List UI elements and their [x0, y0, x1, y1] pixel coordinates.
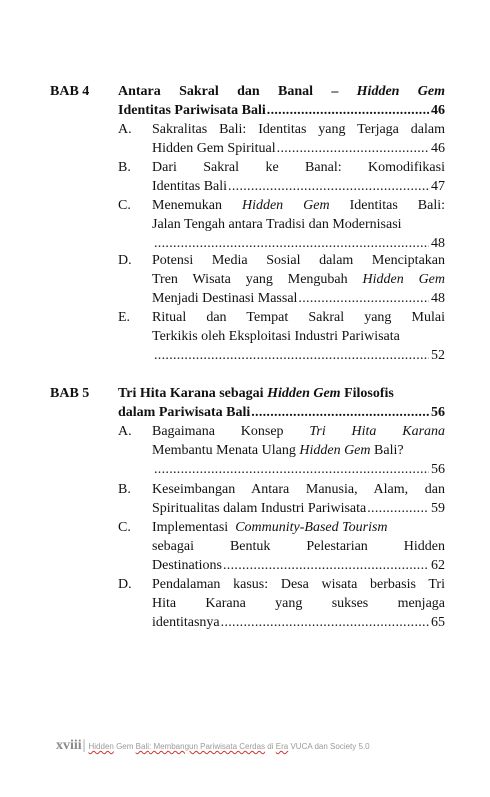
- entry-text: Spiritualitas dalam Industri Pariwisata: [152, 501, 367, 516]
- page-number: 52: [431, 348, 445, 363]
- entry-text: Bagaimana Konsep: [152, 424, 284, 439]
- chapter-title-italic: Hidden Gem: [267, 386, 341, 401]
- chapter-title[interactable]: [118, 384, 445, 422]
- entry-text-italic: Community-Based Tourism: [235, 520, 388, 535]
- chapter-title-text: Identitas Pariwisata Bali: [118, 103, 266, 118]
- footer-text: Era: [275, 742, 289, 751]
- entry-line: [152, 460, 445, 479]
- chapter-number: BAB 4: [50, 84, 90, 99]
- entry-letter: B.: [118, 482, 131, 497]
- dot-leader: [223, 556, 429, 575]
- footer-text: Bali: [135, 742, 149, 751]
- dot-leader: [154, 346, 429, 365]
- entry-line: [152, 613, 445, 632]
- entry-letter: A.: [118, 122, 132, 137]
- entry-line: Jalan Tengah antara Tradisi dan Modernisasi: [152, 217, 402, 232]
- dot-leader: [154, 460, 429, 479]
- chapter-title-line: [118, 403, 445, 422]
- entry-line: [152, 196, 445, 215]
- footer-text: Gem: [116, 742, 134, 751]
- entry-line: [152, 177, 445, 196]
- entry-line: [152, 518, 445, 537]
- chapter-title-italic: Hidden Gem: [356, 84, 445, 99]
- page-number: 48: [431, 291, 445, 306]
- page-number: 47: [431, 179, 445, 194]
- entry-line: Dari Sakral ke Banal: Komodifikasi: [152, 160, 445, 175]
- chapter-title-text: Tri Hita Karana sebagai: [118, 386, 264, 401]
- entry-text: Tren Wisata yang Mengubah: [152, 272, 348, 287]
- entry-text: Identitas Bali:: [349, 198, 446, 213]
- chapter-title-text: dalam Pariwisata Bali: [118, 405, 251, 420]
- footer-page-number: xviii: [56, 738, 82, 753]
- entry-letter: D.: [118, 577, 132, 592]
- page-number: 65: [431, 615, 445, 630]
- page-number: 59: [431, 501, 445, 516]
- toc-entry[interactable]: [118, 480, 445, 518]
- entry-text-italic: Hidden Gem: [299, 443, 371, 458]
- entry-letter: B.: [118, 160, 131, 175]
- entry-text: Implementasi: [152, 520, 229, 535]
- toc-entry[interactable]: [118, 120, 445, 158]
- toc-entry[interactable]: [118, 575, 445, 632]
- dot-leader: [228, 177, 429, 196]
- entry-text: Destinations: [152, 558, 222, 573]
- dot-leader: [267, 101, 429, 120]
- entry-line: sebagai Bentuk Pelestarian Hidden: [152, 539, 445, 554]
- entry-text: Menemukan: [152, 198, 222, 213]
- page-footer: [56, 738, 370, 754]
- entry-line: Hita Karana yang sukses menjaga: [152, 596, 445, 611]
- entry-text: Bali?: [374, 443, 404, 458]
- toc-entry[interactable]: [118, 518, 445, 575]
- toc-entry[interactable]: [118, 251, 445, 308]
- page-number: 48: [431, 236, 445, 251]
- page-number: 46: [431, 141, 445, 156]
- chapter-title-text: Filosofis: [344, 386, 394, 401]
- entry-line: Pendalaman kasus: Desa wisata berbasis Tri: [152, 577, 445, 592]
- chapter-title-line: [118, 101, 445, 120]
- entry-text: identitasnya: [152, 615, 220, 630]
- entry-text-italic: Tri Hita Karana: [309, 424, 446, 439]
- chapter-number: BAB 5: [50, 386, 90, 401]
- entry-text-italic: Hidden Gem: [241, 198, 330, 213]
- toc-entry[interactable]: [118, 308, 445, 365]
- entry-line: Ritual dan Tempat Sakral yang Mulai: [152, 310, 445, 325]
- entry-line: [152, 499, 445, 518]
- footer-text: di: [267, 742, 274, 751]
- page-number: 56: [431, 462, 445, 477]
- entry-line: Keseimbangan Antara Manusia, Alam, dan: [152, 482, 445, 497]
- entry-line: [152, 441, 445, 460]
- entry-text: Identitas Bali: [152, 179, 228, 194]
- toc-entry[interactable]: [118, 196, 445, 253]
- entry-line: [152, 139, 445, 158]
- entry-letter: A.: [118, 424, 132, 439]
- entry-line: [152, 346, 445, 365]
- dot-leader: [298, 289, 429, 308]
- entry-line: Sakralitas Bali: Identitas yang Terjaga dalam: [152, 122, 445, 137]
- entry-line: Terkikis oleh Eksploitasi Industri Pariwisata: [152, 329, 400, 344]
- footer-text: VUCA dan Society 5.0: [290, 742, 370, 751]
- entry-text: Hidden Gem Spiritual: [152, 141, 276, 156]
- entry-text-italic: Hidden Gem: [362, 272, 445, 287]
- chapter-title-text: Antara Sakral dan Banal –: [118, 84, 339, 99]
- footer-separator: |: [82, 738, 86, 753]
- entry-letter: C.: [118, 198, 131, 213]
- entry-letter: E.: [118, 310, 131, 325]
- footer-text: Hidden: [88, 742, 114, 751]
- dot-leader: [277, 139, 429, 158]
- entry-line: [152, 270, 445, 289]
- chapter-title-line: [118, 82, 445, 101]
- entry-text: Menjadi Destinasi Massal: [152, 291, 298, 306]
- footer-text: : Membangun Pariwisata Cerdas: [149, 742, 266, 751]
- toc-entry[interactable]: [118, 422, 445, 479]
- page-number: 46: [431, 103, 445, 118]
- entry-line: [152, 289, 445, 308]
- entry-text: Membantu Menata Ulang: [152, 443, 296, 458]
- entry-line: [152, 556, 445, 575]
- entry-line: [152, 422, 445, 441]
- dot-leader: [367, 499, 429, 518]
- entry-line: Potensi Media Sosial dalam Menciptakan: [152, 253, 445, 268]
- chapter-title[interactable]: [118, 82, 445, 120]
- dot-leader: [251, 403, 429, 422]
- page-number: 62: [431, 558, 445, 573]
- chapter-title-line: [118, 384, 445, 403]
- toc-entry[interactable]: [118, 158, 445, 196]
- entry-letter: D.: [118, 253, 132, 268]
- entry-letter: C.: [118, 520, 131, 535]
- dot-leader: [221, 613, 429, 632]
- page-number: 56: [431, 405, 445, 420]
